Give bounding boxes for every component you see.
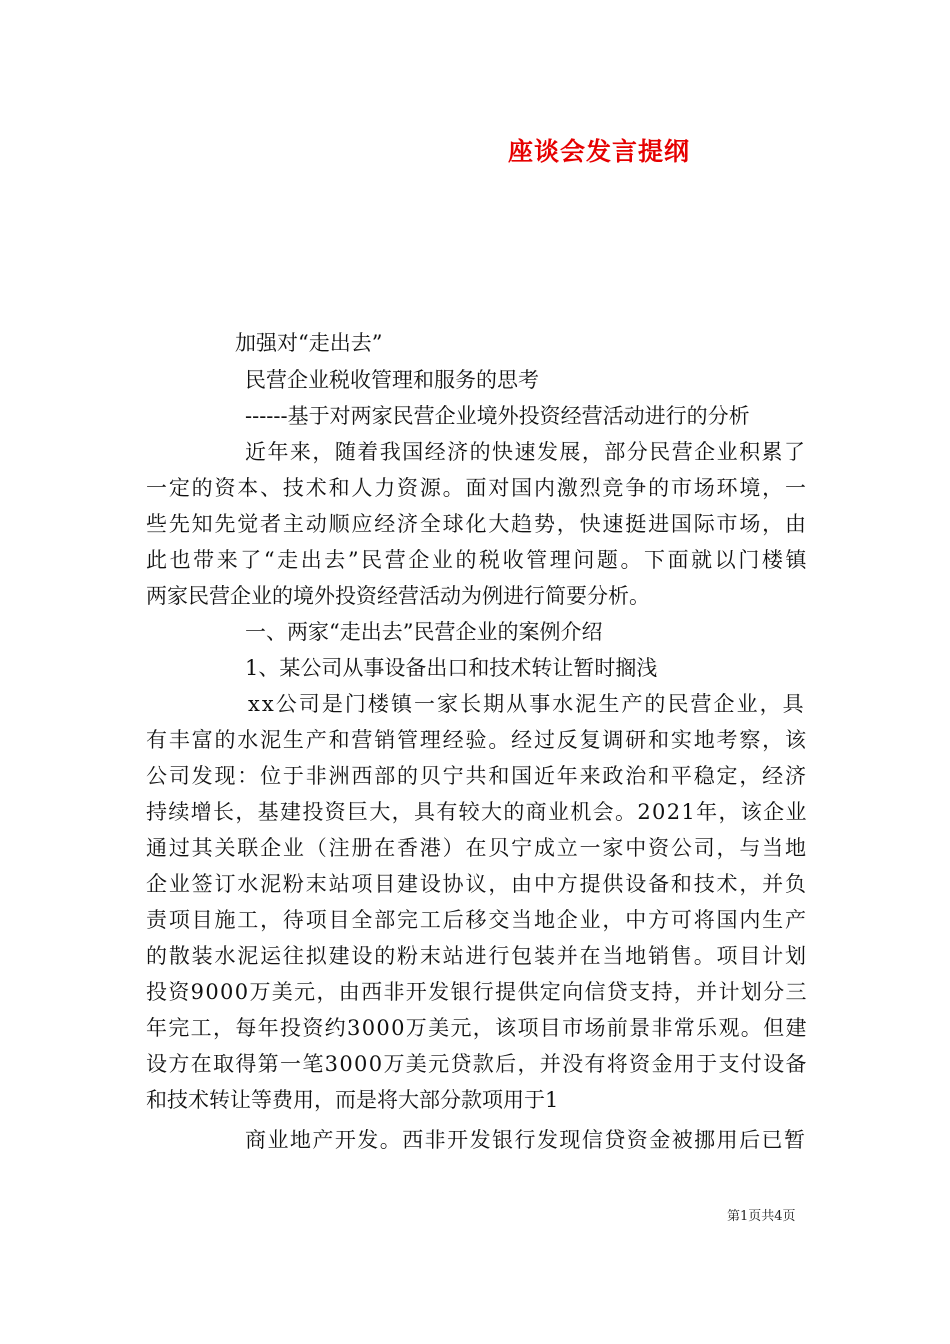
body-line: 两家民营企业的境外投资经营活动为例进行简要分析。 — [146, 584, 650, 608]
body-line: 一、两家“走出去”民营企业的案例介绍 — [245, 620, 603, 644]
body-line: 加强对“走出去” — [235, 331, 383, 355]
document-title: 座谈会发言提纲 — [508, 137, 691, 166]
body-line: 商业地产开发。西非开发银行发现信贷资金被挪用后已暂 — [245, 1128, 807, 1152]
page-footer: 第1页共4页 — [727, 1209, 796, 1224]
body-line: 民营企业税收管理和服务的思考 — [245, 368, 539, 392]
body-line: xx公司是门楼镇一家长期从事水泥生产的民营企业，具 — [248, 692, 806, 716]
body-line: 有丰富的水泥生产和营销管理经验。经过反复调研和实地考察，该 — [146, 728, 808, 752]
body-line: 此也带来了“走出去”民营企业的税收管理问题。下面就以门楼镇 — [146, 548, 810, 572]
body-line: 企业签订水泥粉末站项目建设协议，由中方提供设备和技术，并负 — [146, 872, 808, 896]
body-line: 持续增长，基建投资巨大，具有较大的商业机会。2021年，该企业 — [146, 800, 808, 824]
body-line: 投资9000万美元，由西非开发银行提供定向信贷支持，并计划分三 — [146, 980, 808, 1004]
body-line: 通过其关联企业（注册在香港）在贝宁成立一家中资公司，与当地 — [146, 836, 808, 860]
body-line: 公司发现：位于非洲西部的贝宁共和国近年来政治和平稳定，经济 — [146, 764, 808, 788]
body-line: 1、某公司从事设备出口和技术转让暂时搁浅 — [245, 656, 658, 680]
body-line: 责项目施工，待项目全部完工后移交当地企业，中方可将国内生产 — [146, 908, 808, 932]
body-line: 的散装水泥运往拟建设的粉末站进行包装并在当地销售。项目计划 — [146, 944, 808, 968]
body-line: 和技术转让等费用，而是将大部分款项用于1 — [146, 1088, 559, 1112]
body-line: 些先知先觉者主动顺应经济全球化大趋势，快速挺进国际市场，由 — [146, 512, 808, 536]
body-line: 一定的资本、技术和人力资源。面对国内激烈竞争的市场环境，一 — [146, 476, 808, 500]
body-line: 年完工，每年投资约3000万美元，该项目市场前景非常乐观。但建 — [146, 1016, 808, 1040]
body-line: ------基于对两家民营企业境外投资经营活动进行的分析 — [245, 404, 750, 428]
body-line: 近年来，随着我国经济的快速发展，部分民营企业积累了 — [245, 440, 807, 464]
body-line: 设方在取得第一笔3000万美元贷款后，并没有将资金用于支付设备 — [146, 1052, 808, 1076]
